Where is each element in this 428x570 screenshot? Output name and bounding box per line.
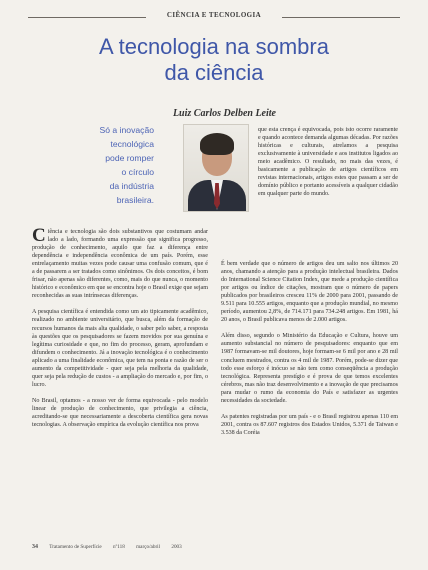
article-title-line-2: da ciência (164, 60, 264, 85)
pull-quote (84, 123, 154, 207)
portrait-hair (200, 133, 234, 155)
article-title (0, 34, 428, 86)
author-portrait (183, 124, 249, 212)
issue-number: nº118 (113, 544, 125, 550)
pull-quote-line: Só a inovação (99, 125, 154, 135)
publication-name: Tratamento de Superfície (49, 544, 102, 550)
header-rule-right (282, 17, 400, 18)
issue-date: março/abril (136, 544, 161, 550)
right-column-top (258, 126, 398, 206)
pull-quote-line: pode romper (105, 153, 154, 163)
paragraph: As patentes registradas por um país - e o Brasil registrou apenas 110 em 2001, contra os 87.607 registros dos Estados Unidos, 5.371 de Taiwan e 3.538 da Coréia (221, 413, 398, 436)
paragraph: que esta crença é equivocada, pois isto ocorre raramente e quando acontece demanda algumas décadas. Por razões históricas e culturais, atrelamos a pesquisa exclusivamente à universidade e aos institutos ligados ao meio acadêmico. O resultado, no mais das vezes, é basicamente a publicação de artigos científicos em revistas internacionais, artigos estes que passam a ser de domínio público e portanto acessíveis a qualquer cidadão em qualquer parte do mundo. (258, 127, 398, 198)
page-number: 34 (32, 544, 38, 550)
paragraph: No Brasil, optamos - a nosso ver de forma equivocada - pelo modelo linear de produção de conhecimento, que privilegia a ciência, acreditando-se que necessariamente a descoberta científica gera novas tecnologias. A observação empírica da evolução científica nos prova (32, 397, 208, 429)
pull-quote-line: tecnológica (110, 139, 154, 149)
right-column-lower (221, 260, 398, 445)
drop-cap: C (32, 225, 46, 246)
issue-year: 2003 (171, 544, 182, 550)
pull-quote-line: o círculo (121, 167, 154, 177)
paragraph: É bem verdade que o número de artigos deu um salto nos últimos 20 anos, chamando a atenção para a produção intelectual brasileira. Dados do International Science Citation Index, que mede a produção científica por artigos ou índice de citações, mostram que o número de papers publicados por brasileiros cresceu 11% de 2000 para 2001, passando de 9.511 para 10.555 artigos, enquanto que a produção mundial, no mesmo período, aumentou 2,8%, de 714.171 para 734.248 artigos. Em 1981, há 20 anos, o Brasil publicava menos de 2.000 artigos. (221, 261, 398, 324)
paragraph-text: iência e tecnologia são dois substantivos que costumam andar lado a lado, formando uma expressão que significa progresso, produção de conhecimento, aquilo que faz a diferença entre dependência e independência econômica de um país. Porém, esse entrelaçamento muitas vezes pode causar uma confusão comum, que é a de passarem a ser tratados como sinônimos. Os dois conceitos, é bom frisar, não apenas são diferentes, como, mais do que nunca, o momento histórico e econômico em que se encontra hoje o Brasil exige que sejam reconhecidas as suas intrínsecas diferenças. (32, 229, 208, 300)
section-header (28, 11, 400, 23)
paragraph: Além disso, segundo o Ministério da Educação e Cultura, houve um aumento substancial no número de pesquisadores: enquanto que em 1987 formavam-se mil doutores, hoje formam-se 6 mil por ano e 28 mil concluem mestrados, contra os 4 mil de 1987. Porém, pode-se dizer que todo esse esforço é inócuo se não tem como conseqüência a produção tecnológica. Representa prestígio e é prova de que temos excelentes cérebros, mas não traz desenvolvimento e a inovação de que precisamos para mudar o rumo da economia do País e satisfazer as urgentes necessidades da sociedade. (221, 333, 398, 404)
pull-quote-line: da indústria (109, 181, 154, 191)
page-footer (32, 544, 262, 550)
left-column (32, 225, 208, 437)
section-label: CIÊNCIA E TECNOLOGIA (166, 11, 262, 19)
header-rule-left (28, 17, 146, 18)
paragraph-first (32, 225, 208, 300)
article-author: Luiz Carlos Delben Leite (172, 108, 276, 119)
pull-quote-line: brasileira. (116, 195, 154, 205)
paragraph: A pesquisa científica é entendida como um ato tipicamente acadêmico, realizado no ambiente universitário, que busca, além da formação de recursos humanos da mais alta qualidade, o saber pelo saber, a resposta às questões que os pesquisadores se fazem movidos por sua genuína e legítima curiosidade e que, no fim do processo, geram, aprofundam e difundem o conhecimento. Já a inovação tecnológica é o conhecimento aplicado a uma finalidade econômica, que tem na ponta e razão de ser o aumento da competitividade - quer seja pela melhoria da qualidade, quer seja pela redução de custos - a ampliação do mercado e, por fim, o lucro. (32, 309, 208, 388)
article-title-line-1: A tecnologia na sombra (99, 34, 329, 59)
